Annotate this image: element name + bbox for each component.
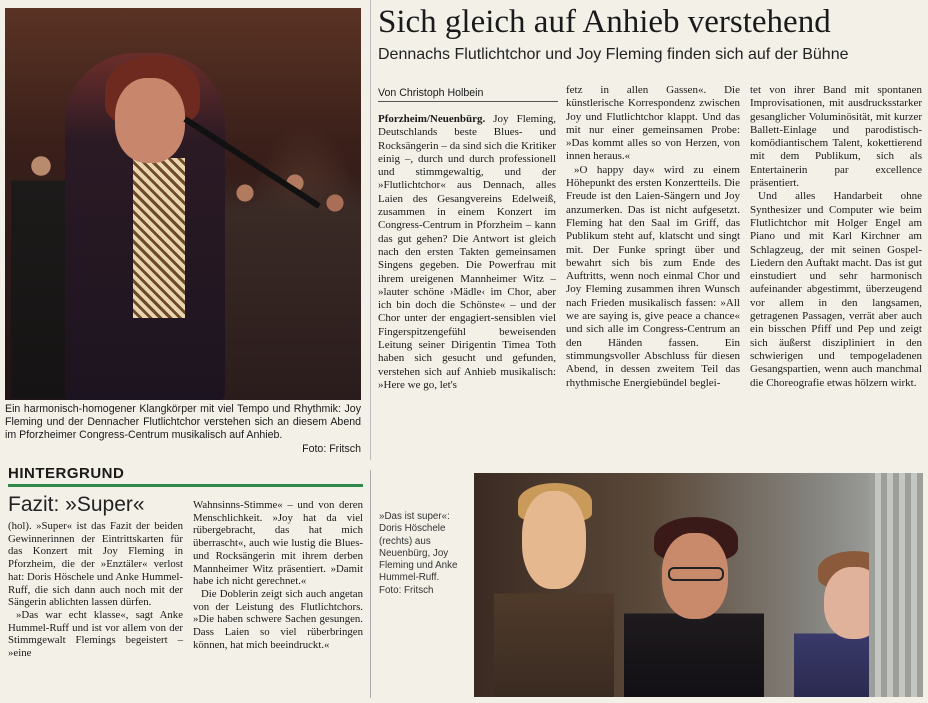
sidebar-headline: Fazit: »Super« bbox=[8, 493, 145, 516]
section-label: HINTERGRUND bbox=[8, 465, 363, 487]
photo-credit: Foto: Fritsch bbox=[379, 584, 434, 596]
sidebar-column-2 bbox=[193, 499, 363, 651]
sidebar-paragraph: Die Doblerin zeigt sich auch angetan von der Leistung des Flutlichtchors. »Die haben schwere Sachen gesungen. Dass Laien so viel rüberbringen können, hat mich beeindruckt.« bbox=[193, 587, 363, 651]
article-paragraph: Und alles Handarbeit ohne Synthesizer und Computer wie beim Flutlichtchor mit Holger Engel am Piano und mit Karl Kirchner am Schlagzeug, der mit seinen Gospel-Liedern den Auftakt macht. Das ist gut einstudiert und sehr harmonisch aufeinander abgestimmt, überzeugend vor allem in den langsamen, getragenen Passagen, verrät aber auch ein bisschen Pfiff und Pep und zeigt sich äußerst diszipliniert in den schwierigen und tempogeladenen Gesangspartien, wenn auch manchmal die Choreografie etwas hölzern wirkt. bbox=[750, 190, 922, 389]
group-photo bbox=[474, 473, 923, 697]
photo-caption-text: Ein harmonisch-homogener Klangkörper mit viel Tempo und Rhythmik: Joy Fleming und der Dennacher Flutlichtchor verstehen sich an diesem Abend im Pforzheimer Congress-Centrum musikalisch auf Anhieb. bbox=[5, 403, 361, 442]
sidebar-paragraph: Wahnsinns-Stimme« – und von deren Menschlichkeit. »Joy hat da viel rübergebracht, das hat mich überrascht«, auch wie lustig die Blues- und Rocksängerin mit ihrem derben Mannheimer Witz präsentiert. »Damit habe ich nicht gerechnet.« bbox=[193, 499, 363, 588]
photo-caption bbox=[379, 511, 467, 597]
article-column-2 bbox=[566, 84, 740, 390]
photo-credit: Foto: Fritsch bbox=[302, 442, 361, 455]
article-title: Sich gleich auf Anhieb verstehend bbox=[378, 4, 831, 40]
article-subtitle: Dennachs Flutlichtchor und Joy Fleming finden sich auf der Bühne bbox=[378, 46, 849, 63]
column-divider bbox=[370, 0, 371, 460]
article-column-1 bbox=[378, 113, 556, 392]
article-column-3 bbox=[750, 84, 922, 390]
photo-caption-text: »Das ist super«: Doris Höschele (rechts) aus Neuenbürg, Joy Fleming und Anke Hummel-Ruff. bbox=[379, 511, 458, 584]
person-figure bbox=[624, 503, 764, 697]
sidebar-paragraph: »Das war echt klasse«, sagt Anke Hummel-Ruff und ist vor allem von der Stimmgewalt Flemings begeistert – »eine bbox=[8, 608, 183, 660]
singer-face bbox=[115, 78, 185, 163]
concert-photo bbox=[5, 8, 361, 400]
article-paragraph: tet von ihrer Band mit spontanen Improvisationen, mit ausdrucksstarker gesanglicher Voluminösität, mit kurzer Ballett-Einlage und parodistisch-komödiantischem Talent, kokettierend mit dem Publikum, sich als Entertainerin par excellence präsentiert. bbox=[750, 84, 922, 190]
article-paragraph: fetz in allen Gassen«. Die künstlerische Korrespondenz zwischen Joy und Flutlichtchor klappt. Und das mit nur einer gemeinsamen Probe: »Das kommt alles so von Herzen, von innen heraus.« bbox=[566, 84, 740, 163]
dateline: Pforzheim/Neuenbürg. bbox=[378, 113, 486, 125]
article-paragraph: »O happy day« wird zu einem Höhepunkt des ersten Konzertteils. Die Freude ist den Laien-Sängern und Joy anzumerken. Das ist nicht aufgesetzt. Fleming hat den Saal im Griff, das Publikum steht auf, klatscht und singt mit. Der Funke springt über und bewahrt sich bis zum Ende des Auftritts, wenn noch einmal Chor und Joy Fleming zusammen ihren Wunsch nach Frieden musikalisch fassen: »All we are saying is, give peace a chance« und sich alle im Congress-Centrum an den Händen fassen. Ein stimmungsvoller Abschluss für diesen Abend, in dessen zweitem Teil das rhythmische Energiebündel beglei- bbox=[566, 163, 740, 389]
article-text: Joy Fleming, Deutschlands beste Blues- und Rocksängerin – da sind sich die Kritiker einig –, durch und durch professionell und stimmgewaltig, und der »Flutlichtchor« aus Dennach, alles Laien des Gesangvereins Edelweiß, zusammen in einem Konzert im Congress-Centrum in Pforzheim – kann das gut gehen? Die Antwort ist gleich nach den ersten Takten gemeinsamen Singens gegeben. Die Powerfrau mit ihrem ureigenen Mannheimer Witz – »lauter schöne ›Mädle‹ im Chor, aber ich bin doch die Schönste« – und der Chor unter der engagiert-sensiblen viel Fingerspitzengefühl beweisenden Leitung seiner Dirigentin Timea Toth haben sich gesucht und gefunden, verstehen sich auf Anhieb musikalisch: »Here we go, let's bbox=[378, 113, 556, 391]
photo-caption bbox=[5, 403, 361, 456]
byline: Von Christoph Holbein bbox=[378, 87, 558, 102]
choir-member-figure bbox=[11, 148, 66, 398]
sidebar-paragraph: (hol). »Super« ist das Fazit der beiden Gewinnerinnen der Eintrittskarten für das Konzert mit Joy Fleming in Pforzheim, die der »Enztäler« verlost hat: Doris Höschele und Anke Hummel-Ruff, die sich dann auch noch mit der Sängerin ablichten lassen dürfen. bbox=[8, 520, 183, 609]
choir-figures bbox=[215, 173, 361, 400]
sidebar-column-1 bbox=[8, 520, 183, 660]
person-figure bbox=[494, 483, 614, 697]
stage-curtain bbox=[869, 473, 923, 697]
singer-blouse bbox=[133, 158, 185, 318]
column-divider bbox=[370, 470, 371, 698]
